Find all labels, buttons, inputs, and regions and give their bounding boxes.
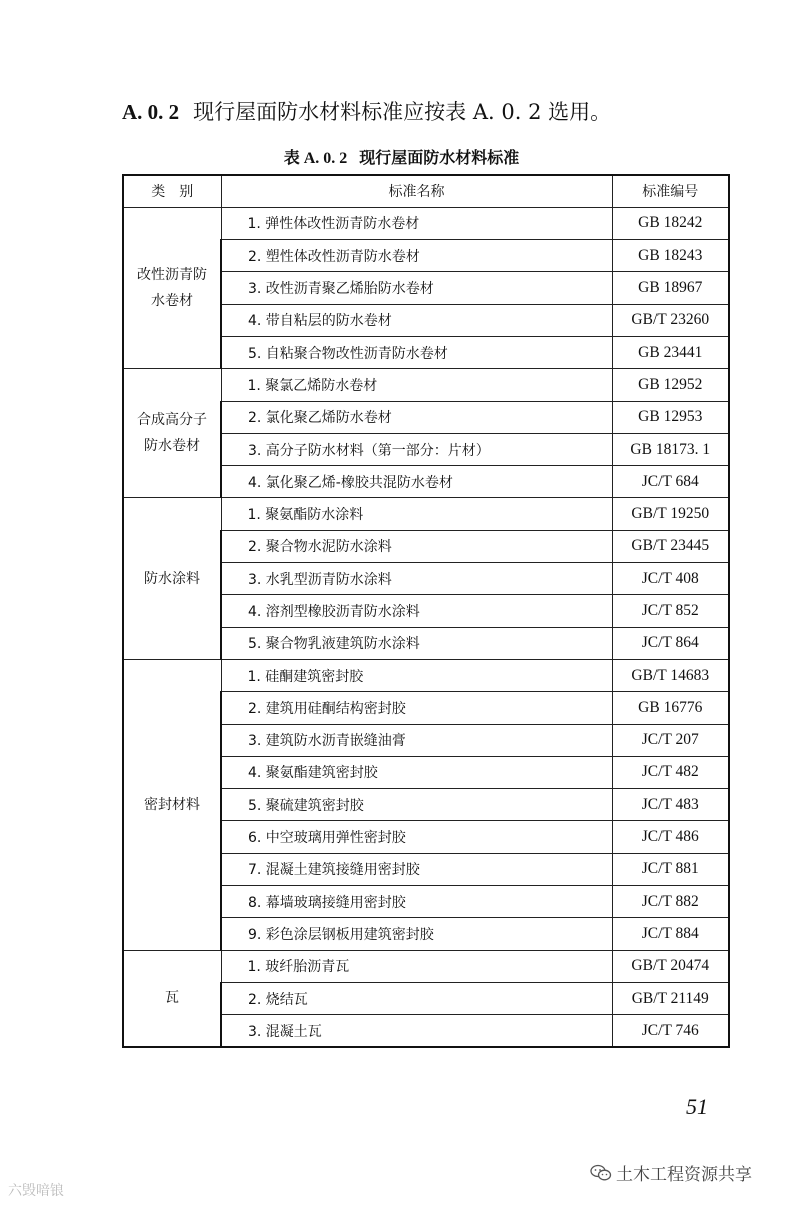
standard-code-cell: GB/T 19250 [612, 498, 729, 530]
watermark-right [590, 1160, 752, 1185]
standard-code-cell: JC/T 881 [612, 853, 729, 885]
wechat-icon [590, 1164, 612, 1182]
watermark-right-text: 土木工程资源共享 [616, 1165, 752, 1185]
standard-name-cell: 5. 聚合物乳液建筑防水涂料 [221, 627, 612, 659]
table-caption [0, 145, 803, 168]
standard-name-cell: 4. 带自粘层的防水卷材 [221, 304, 612, 336]
table-header-row [123, 175, 729, 207]
standard-code-cell: JC/T 852 [612, 595, 729, 627]
watermark-left [8, 1180, 64, 1200]
standard-code-cell: GB 16776 [612, 692, 729, 724]
table-row [123, 950, 729, 982]
standard-name-cell: 1. 聚氯乙烯防水卷材 [221, 369, 612, 401]
standard-code-cell: GB 18173. 1 [612, 433, 729, 465]
standard-name-cell: 7. 混凝土建筑接缝用密封胶 [221, 853, 612, 885]
standard-code-cell: GB 23441 [612, 336, 729, 368]
standard-code-cell: GB/T 23445 [612, 530, 729, 562]
table-row [123, 659, 729, 691]
category-cell: 合成高分子防水卷材 [123, 369, 221, 498]
standard-name-cell: 1. 聚氨酯防水涂料 [221, 498, 612, 530]
section-heading [122, 96, 611, 126]
standard-name-cell: 5. 自粘聚合物改性沥青防水卷材 [221, 336, 612, 368]
table-caption-prefix: 表 A. 0. 2 [283, 150, 348, 167]
standard-name-cell: 4. 聚氨酯建筑密封胶 [221, 756, 612, 788]
table-body [123, 207, 729, 1047]
standard-code-cell: JC/T 408 [612, 563, 729, 595]
standard-name-cell: 2. 氯化聚乙烯防水卷材 [221, 401, 612, 433]
page-number: 51 [686, 1094, 708, 1119]
standard-name-cell: 6. 中空玻璃用弹性密封胶 [221, 821, 612, 853]
standard-name-cell: 1. 玻纤胎沥青瓦 [221, 950, 612, 982]
standard-name-cell: 8. 幕墙玻璃接缝用密封胶 [221, 886, 612, 918]
section-number: A. 0. 2 [122, 100, 180, 124]
header-category: 类 别 [123, 175, 221, 207]
standard-code-cell: JC/T 746 [612, 1015, 729, 1047]
standard-name-cell: 2. 烧结瓦 [221, 982, 612, 1014]
standard-name-cell: 2. 聚合物水泥防水涂料 [221, 530, 612, 562]
standard-code-cell: JC/T 864 [612, 627, 729, 659]
standard-name-cell: 3. 混凝土瓦 [221, 1015, 612, 1047]
standard-name-cell: 2. 建筑用硅酮结构密封胶 [221, 692, 612, 724]
standard-code-cell: JC/T 884 [612, 918, 729, 950]
standard-code-cell: GB 18243 [612, 240, 729, 272]
standard-code-cell: JC/T 882 [612, 886, 729, 918]
standards-table [122, 174, 730, 1048]
watermark-left-text: 六毁喑锒 [8, 1183, 64, 1199]
category-cell: 瓦 [123, 950, 221, 1047]
standard-code-cell: JC/T 684 [612, 466, 729, 498]
header-standard-name: 标准名称 [221, 175, 612, 207]
standard-name-cell: 3. 建筑防水沥青嵌缝油膏 [221, 724, 612, 756]
standard-code-cell: JC/T 486 [612, 821, 729, 853]
table-row [123, 498, 729, 530]
standard-code-cell: GB 12952 [612, 369, 729, 401]
standard-code-cell: JC/T 483 [612, 789, 729, 821]
standard-code-cell: GB/T 14683 [612, 659, 729, 691]
standard-name-cell: 3. 水乳型沥青防水涂料 [221, 563, 612, 595]
standard-name-cell: 5. 聚硫建筑密封胶 [221, 789, 612, 821]
standard-name-cell: 1. 弹性体改性沥青防水卷材 [221, 207, 612, 239]
standard-code-cell: GB 18967 [612, 272, 729, 304]
table-caption-title: 现行屋面防水材料标准 [359, 148, 520, 167]
standard-code-cell: GB 18242 [612, 207, 729, 239]
standard-name-cell: 3. 改性沥青聚乙烯胎防水卷材 [221, 272, 612, 304]
standard-name-cell: 9. 彩色涂层钢板用建筑密封胶 [221, 918, 612, 950]
standard-name-cell: 1. 硅酮建筑密封胶 [221, 659, 612, 691]
standard-code-cell: JC/T 207 [612, 724, 729, 756]
standard-name-cell: 3. 高分子防水材料（第一部分：片材） [221, 433, 612, 465]
standard-code-cell: GB/T 21149 [612, 982, 729, 1014]
table-row [123, 207, 729, 239]
section-text: 现行屋面防水材料标准应按表 A. 0. 2 选用。 [193, 100, 612, 124]
standard-code-cell: JC/T 482 [612, 756, 729, 788]
standard-name-cell: 4. 溶剂型橡胶沥青防水涂料 [221, 595, 612, 627]
standard-name-cell: 4. 氯化聚乙烯-橡胶共混防水卷材 [221, 466, 612, 498]
category-cell: 防水涂料 [123, 498, 221, 659]
header-standard-code: 标准编号 [612, 175, 729, 207]
category-cell: 改性沥青防水卷材 [123, 207, 221, 368]
table-row [123, 369, 729, 401]
standard-code-cell: GB/T 23260 [612, 304, 729, 336]
standard-name-cell: 2. 塑性体改性沥青防水卷材 [221, 240, 612, 272]
standard-code-cell: GB 12953 [612, 401, 729, 433]
standard-code-cell: GB/T 20474 [612, 950, 729, 982]
category-cell: 密封材料 [123, 659, 221, 950]
